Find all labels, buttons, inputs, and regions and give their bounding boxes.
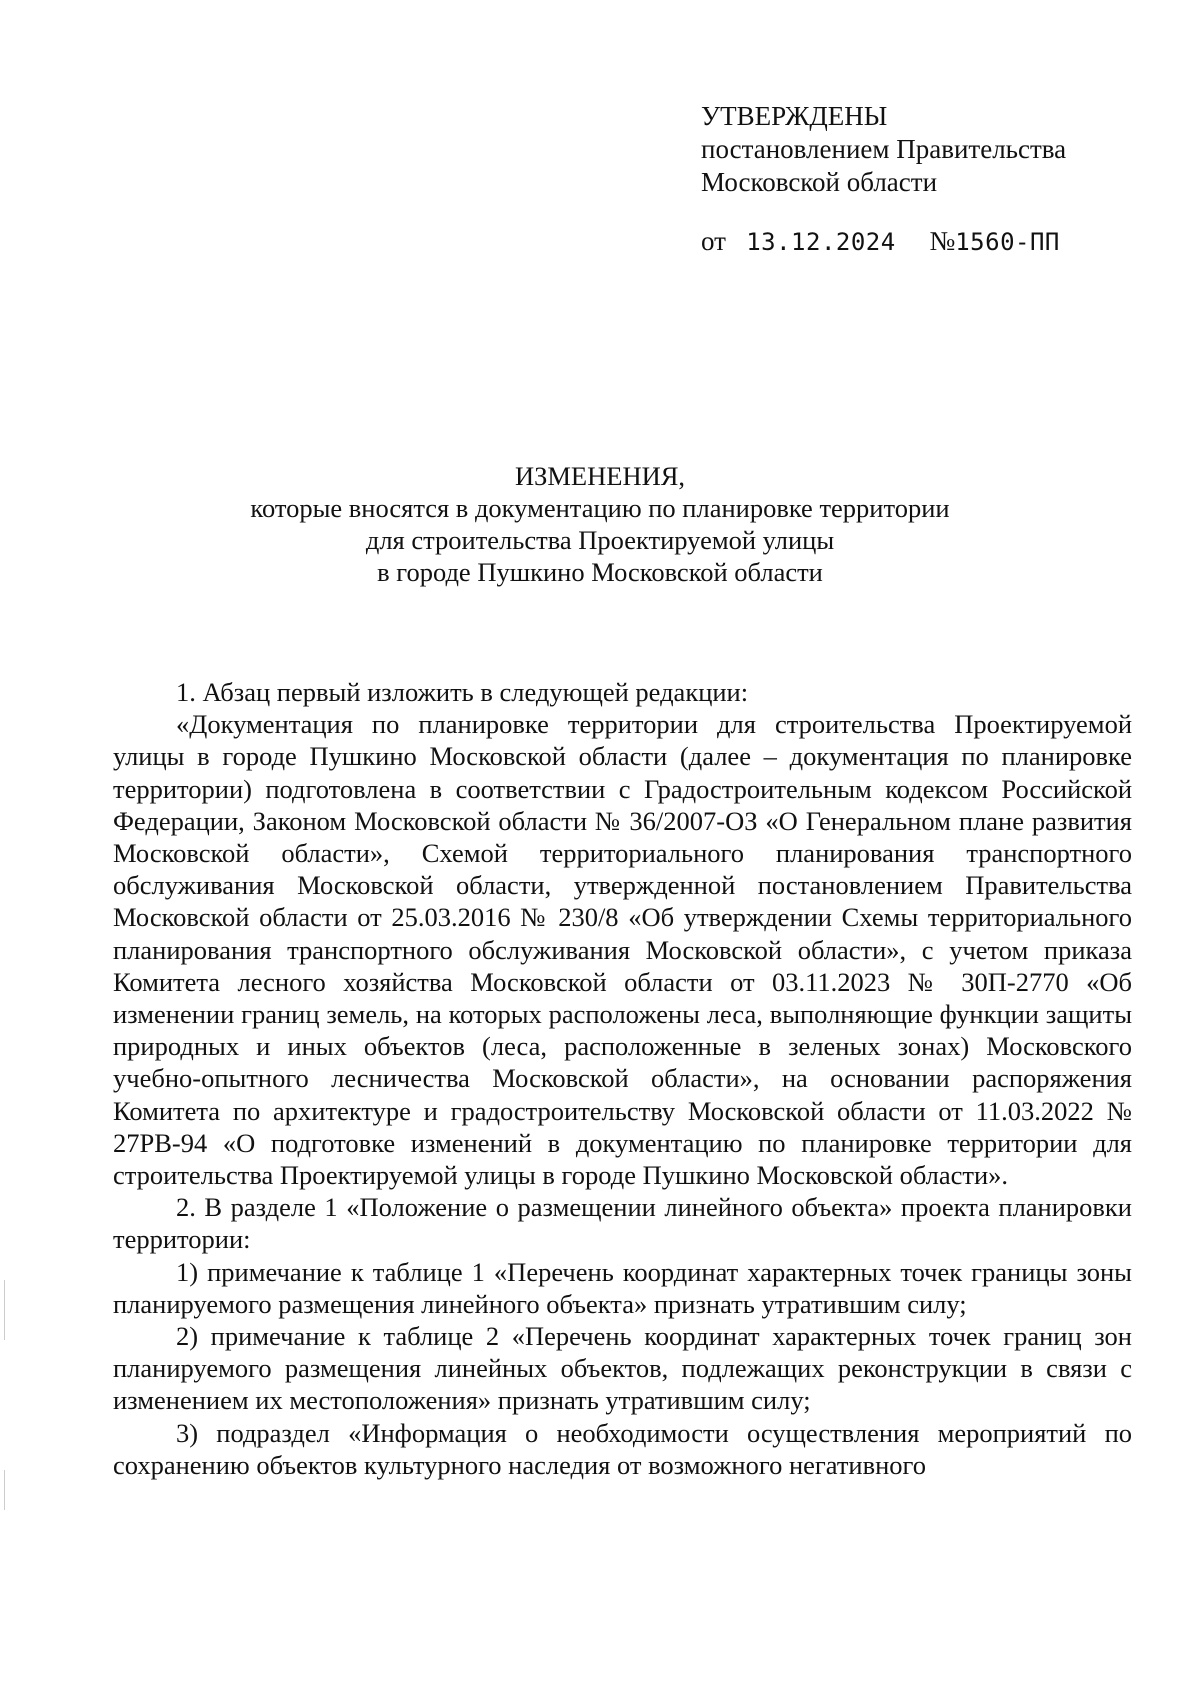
document-body — [113, 676, 1132, 1481]
title-line-4: в городе Пушкино Московской области — [377, 557, 823, 587]
approval-date: 13.12.2024 — [746, 228, 896, 256]
scan-edge-mark — [4, 1280, 5, 1340]
approval-number: 1560-ПП — [955, 228, 1060, 256]
document-title — [110, 460, 1090, 588]
title-heading: ИЗМЕНЕНИЯ, — [514, 461, 686, 491]
paragraph-3: 2. В разделе 1 «Положение о размещении линейного объекта» проекта планировки территории: — [113, 1192, 1132, 1255]
approval-block — [701, 100, 1141, 259]
paragraph-6: 3) подраздел «Информация о необходимости осуществления мероприятий по сохранению объектов культурного наследия от возможного негативного — [113, 1417, 1132, 1480]
title-line-2: которые вносятся в документацию по планировке территории — [250, 493, 950, 523]
title-line-3: для строительства Проектируемой улицы — [365, 525, 835, 555]
approval-date-line — [701, 225, 1141, 259]
paragraph-5: 2) примечание к таблице 2 «Перечень координат характерных точек границ зон планируемого размещения линейных объектов, подлежащих реконструкции в связи с изменением их местоположения» признать утратившим силу; — [113, 1321, 1132, 1416]
from-label: от — [701, 226, 726, 256]
approval-heading: УТВЕРЖДЕНЫ — [701, 101, 888, 131]
number-sign: № — [929, 226, 956, 256]
paragraph-4: 1) примечание к таблице 1 «Перечень координат характерных точек границы зоны планируемого размещения линейного объекта» признать утратившим силу; — [113, 1256, 1132, 1319]
scan-edge-mark — [4, 1470, 5, 1510]
approval-region-line: Московской области — [701, 167, 938, 197]
approval-authority-line: постановлением Правительства — [701, 134, 1067, 164]
paragraph-1: 1. Абзац первый изложить в следующей редакции: — [176, 677, 749, 707]
paragraph-2: «Документация по планировке территории для строительства Проектируемой улицы в городе Пушкино Московской области (далее – документация по планировке территории) подготовлена в соответствии с Градостроительным кодексом Российской Федерации, Законом Московской области № 36/2007-ОЗ «О Генеральном плане развития Московской области», Схемой территориального планирования транспортного обслуживания Московской области, утвержденной постановлением Правительства Московской области от 25.03.2016 № 230/8 «Об утверждении Схемы территориального планирования транспортного обслуживания Московской области», с учетом приказа Комитета лесного хозяйства Московской области от 03.11.2023 № 30П-2770 «Об изменении границ земель, на которых расположены леса, выполняющие функции защиты природных и иных объектов (леса, расположенные в зеленых зонах) Московского учебно-опытного лесничества Московской области», на основании распоряжения Комитета по архитектуре и градостроительству Московской области от 11.03.2022 № 27РВ-94 «О подготовке изменений в документацию по планировке территории для строительства Проектируемой улицы в городе Пушкино Московской области». — [113, 709, 1132, 1191]
